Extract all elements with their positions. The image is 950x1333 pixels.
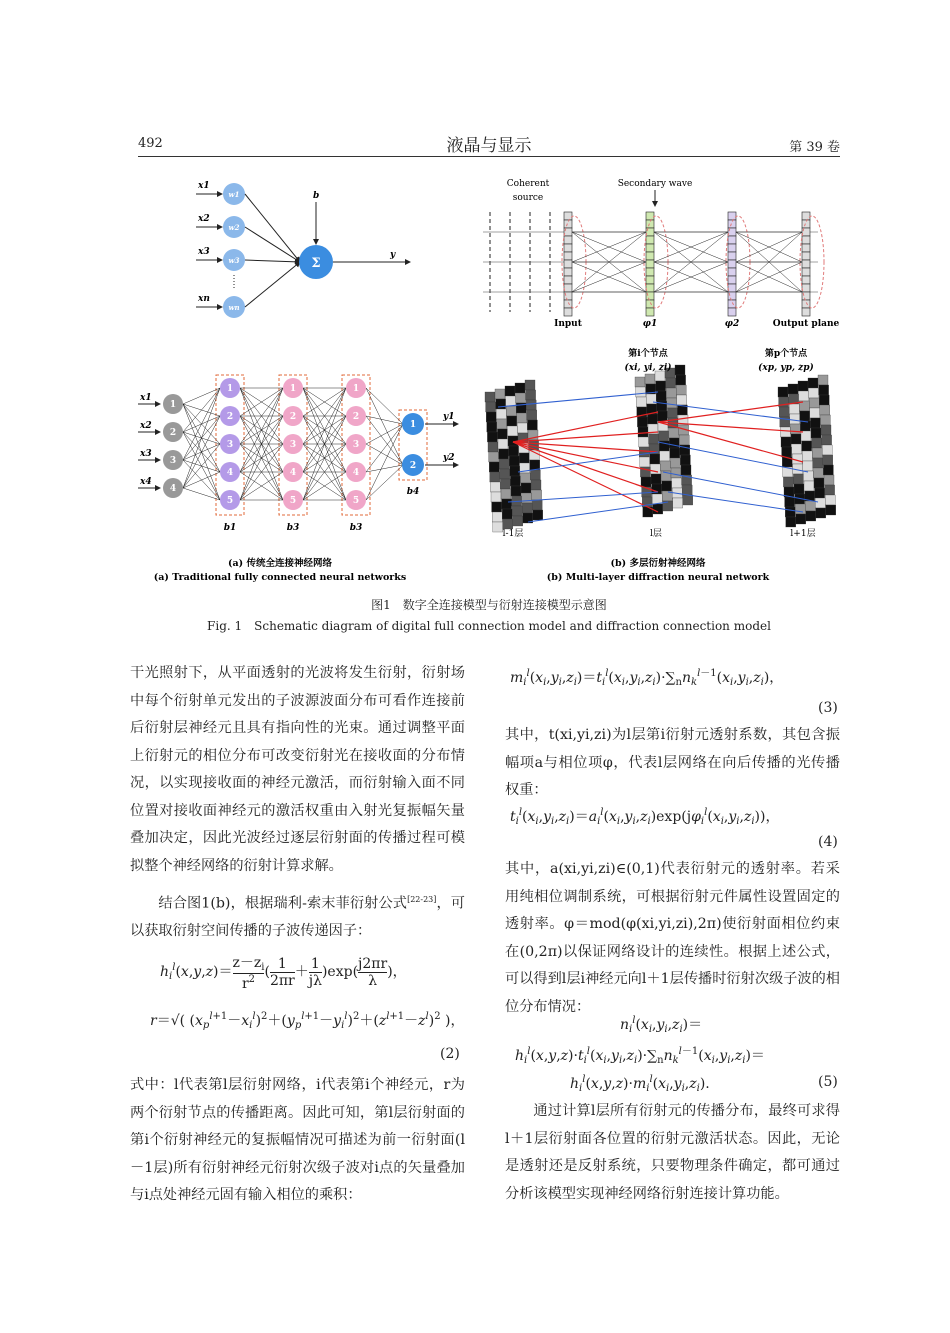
svg-text:source: source (512, 193, 544, 203)
equation-2a: $h_i^l(x,y,z)=$ $\frac{z-z_i}{r^2}$ ( $\frac{1}{2\pi r}$ ＋ $\frac{1}{j\lambda}$ )exp( $\frac{j2\pi r}{\lambda}$ )， (160, 952, 407, 992)
svg-text:2: 2 (409, 461, 417, 471)
equation-3: $m_i^l(x_i,y_i,z_i)=t_i^l(x_i,y_i,z_i)\cdot\sum_nn_k^{l-1}(x_i,y_i,z_i)$， (510, 668, 784, 688)
svg-text:(xp, yp, zp): (xp, yp, zp) (758, 363, 814, 373)
svg-text:第i个节点: 第i个节点 (628, 349, 668, 359)
svg-text:2: 2 (289, 412, 297, 422)
bias-label: b3 (349, 523, 363, 533)
right-column-cont (505, 856, 840, 1021)
svg-text:3: 3 (169, 456, 177, 466)
figure-caption-cn: 图1 数字全连接模型与衍射连接模型示意图 (371, 598, 607, 612)
paragraph: 结合图1(b)，根据瑞利-索末菲衍射公式[22-23]，可以获取衍射空间传播的子波传递因子： (130, 895, 465, 940)
journal-title: 液晶与显示 (446, 136, 532, 156)
left-column-cont (130, 1072, 465, 1210)
svg-text:4: 4 (169, 484, 177, 494)
svg-text:1: 1 (226, 384, 234, 394)
svg-text:3: 3 (289, 440, 297, 450)
svg-text:w1: w1 (228, 190, 240, 199)
bias-label: b4 (406, 487, 420, 497)
svg-text:1: 1 (352, 384, 360, 394)
svg-text:5: 5 (289, 496, 297, 506)
panel-a-title-cn: (a) 传统全连接神经网络 (228, 558, 332, 569)
svg-text:2: 2 (226, 412, 234, 422)
svg-text:Output plane: Output plane (772, 319, 840, 329)
bias-label: b1 (223, 523, 237, 533)
svg-text:2: 2 (169, 428, 177, 438)
equation-5a: $n_i^l(x_i,y_i,z_i)=$ (620, 1015, 703, 1035)
panel-b-title-cn: (b) 多层衍射神经网络 (610, 558, 706, 569)
page-number: 492 (138, 136, 163, 151)
svg-text:4: 4 (289, 468, 297, 478)
perceptron-diagram (196, 181, 410, 318)
equation-5b: $h_i^l(x,y,z)\cdot t_i^l(x_i,y_i,z_i)\cdot\sum_nn_k^{l-1}(x_i,y_i,z_i)=$ (515, 1046, 765, 1066)
svg-text:Input: Input (554, 319, 582, 329)
equation-number: (4) (818, 834, 838, 850)
paragraph: 式中：l代表第l层衍射网络，i代表第i个神经元，r为两个衍射节点的传播距离。因此可知，第l层衍射面的第i个衍射神经元的复振幅情况可描述为前一衍射面(l－1层)所有衍射神经元衍射次级子波对i点的矢量叠加与i点处神经元固有输入相位的乘积： (130, 1077, 465, 1203)
svg-text:1: 1 (289, 384, 297, 394)
paragraph: 其中，t(xi,yi,zi)为l层第i衍射元透射系数，其包含振幅项a与相位项φ，代表l层网络在向后传播的光传播权重： (505, 727, 840, 798)
diffraction-layers (485, 347, 836, 539)
paragraph: 干光照射下，从平面透射的光波将发生衍射，衍射场中每个衍射单元发出的子波源波面分布可看作连接前后衍射层神经元且具有指向性的光束。通过调整平面上衍射元的相位分布可改变衍射光在接收面的分布情况，以实现接收面的神经元激活，而衍射输入面不同位置对接收面神经元的激活权重由入射光复振幅矢量叠加决定，因此光波经过逐层衍射面的传播过程可模拟整个神经网络的衍射计算求解。 (130, 665, 465, 874)
sum-symbol: Σ (311, 256, 321, 271)
svg-text:3: 3 (226, 440, 234, 450)
input-label: xn (198, 294, 210, 304)
bias-label: b3 (286, 523, 300, 533)
equation-number: (5) (818, 1074, 838, 1090)
equation-2b: r＝√( $(x_p^{l+1}-x_i^l)^2+(y_p^{l+1}-y_i^l)^2+(z^{l+1}-z^l)^2$ )， (150, 1011, 465, 1031)
paragraph: 其中，a(xi,yi,zi)∈(0,1)代表衍射元的透射率。若采用纯相位调制系统，可根据衍射元件属性设置固定的透射率。φ＝mod(φ(xi,yi,zi),2π)使衍射面相位约束在(0,2π)以保证网络设计的连续性。根据上述公式，可以得到l层i神经元向l＋1层传播时衍射次级子波的相位分布情况： (505, 861, 840, 1015)
equation-5c: $h_i^l(x,y,z)\cdot m_i^l(x_i,y_i,z_i)$. (570, 1074, 710, 1094)
svg-text:l-1层: l-1层 (502, 529, 524, 539)
fcnn-diagram (138, 375, 458, 533)
equation-4: $t_i^l(x_i,y_i,z_i)=a_i^l(x_i,y_i,z_i)\exp(j\varphi_i^l(x_i,y_i,z_i))$， (510, 807, 780, 827)
bias-label: b (313, 191, 320, 201)
svg-text:w3: w3 (228, 256, 240, 265)
output-label: y (390, 250, 396, 260)
svg-text:2: 2 (352, 412, 360, 422)
equation-number: (2) (440, 1046, 460, 1062)
svg-text:第p个节点: 第p个节点 (764, 349, 808, 359)
figure-1 (138, 172, 840, 590)
left-column (130, 660, 465, 946)
figure-caption-en: Fig. 1 Schematic diagram of digital full connection model and diffraction connection model (207, 619, 771, 633)
right-column (505, 722, 840, 805)
input-label: x1 (198, 181, 210, 191)
volume-label: 第 39 卷 (789, 140, 840, 155)
paragraph: 通过计算l层所有衍射元的传播分布，最终可求得l＋1层衍射面各位置的衍射元激活状态。因此，无论是透射还是反射系统，只要物理条件确定，都可通过分析该模型实现神经网络衍射连接计算功能。 (505, 1103, 840, 1202)
fcnn-input: x3 (140, 449, 152, 459)
svg-text:(xi, yi, zi): (xi, yi, zi) (624, 363, 672, 373)
fcnn-output: y2 (443, 453, 455, 463)
running-header (138, 128, 840, 157)
svg-text:1: 1 (169, 400, 177, 410)
equation-number: (3) (818, 700, 838, 716)
input-label: x2 (198, 214, 210, 224)
svg-text:3: 3 (352, 440, 360, 450)
input-label: x3 (198, 247, 210, 257)
svg-text:w2: w2 (228, 223, 240, 232)
svg-text:φ1: φ1 (642, 319, 658, 329)
svg-text:φ2: φ2 (724, 319, 740, 329)
svg-text:wn: wn (228, 303, 240, 312)
svg-text:l层: l层 (650, 529, 662, 539)
svg-text:Coherent: Coherent (506, 179, 550, 189)
optical-diagram (483, 179, 840, 329)
svg-text:1: 1 (409, 420, 417, 430)
svg-text:l+1层: l+1层 (790, 529, 816, 539)
svg-text:5: 5 (352, 496, 360, 506)
svg-text:5: 5 (226, 496, 234, 506)
panel-b-title-en: (b) Multi-layer diffraction neural network (546, 572, 770, 583)
panel-a-title-en: (a) Traditional fully connected neural networks (153, 572, 407, 583)
svg-text:4: 4 (226, 468, 234, 478)
right-column-end (505, 1098, 840, 1208)
fcnn-output: y1 (443, 412, 455, 422)
fcnn-input: x1 (140, 393, 152, 403)
fcnn-input: x4 (140, 477, 152, 487)
fcnn-input: x2 (140, 421, 152, 431)
svg-text:Secondary wave: Secondary wave (617, 179, 693, 189)
svg-text:4: 4 (352, 468, 360, 478)
